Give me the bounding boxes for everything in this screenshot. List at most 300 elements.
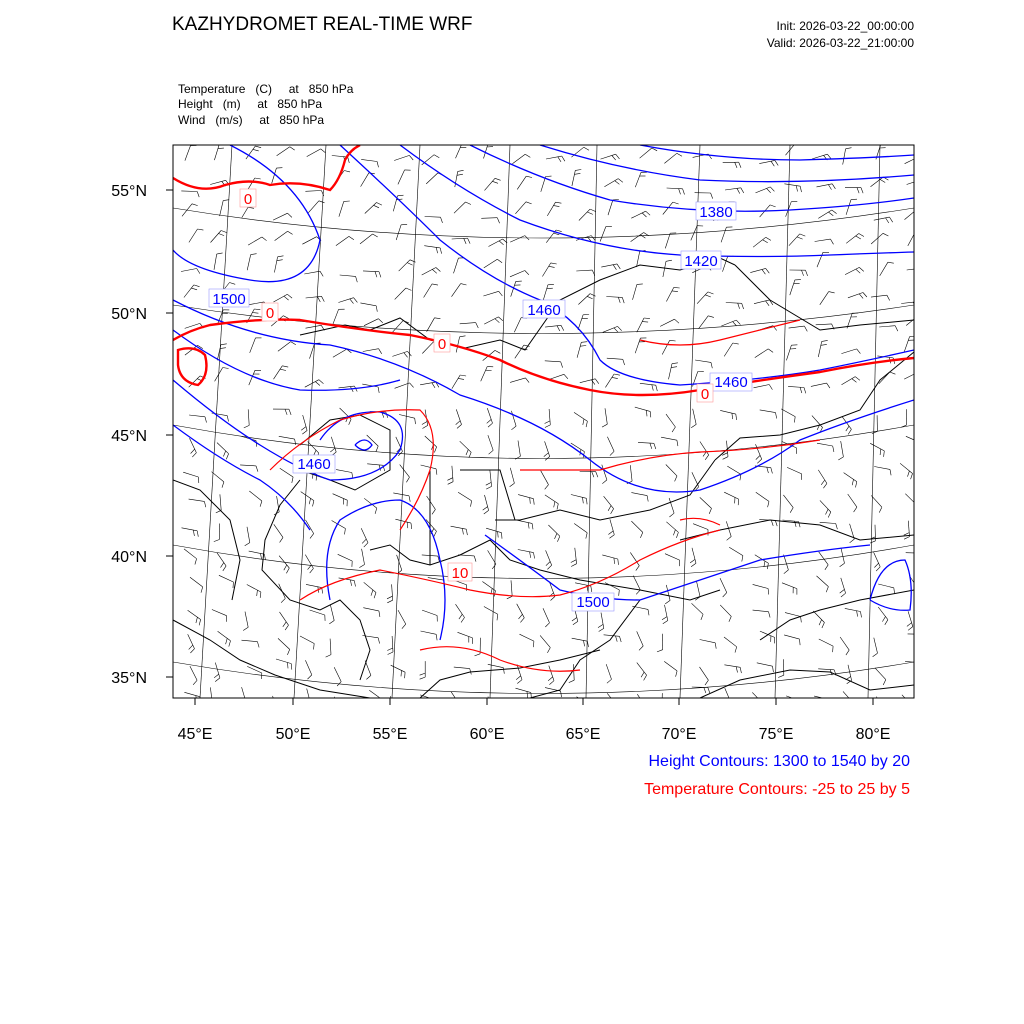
wind-barb-flag xyxy=(614,328,618,332)
wind-barb xyxy=(248,409,249,425)
wind-barb-flag xyxy=(841,593,846,597)
wind-barb xyxy=(637,631,644,646)
wind-barb-flag xyxy=(329,713,335,715)
wind-barb-flag xyxy=(859,234,864,237)
wind-barb-flag xyxy=(495,178,501,180)
wind-barb-flag xyxy=(769,612,771,618)
wind-barb xyxy=(607,693,617,706)
wind-barb-flag xyxy=(863,293,867,298)
wind-barb xyxy=(400,465,410,478)
wind-barb xyxy=(812,154,827,159)
wind-barb-flag xyxy=(677,153,682,156)
wind-barb-flag xyxy=(915,589,919,594)
wind-barb xyxy=(640,383,656,385)
wind-barb-flag xyxy=(673,202,679,204)
wind-barb-flag xyxy=(828,512,831,518)
wind-barb xyxy=(665,554,680,560)
wind-barb xyxy=(633,284,637,299)
wind-barb-flag xyxy=(432,509,435,514)
wind-barb-flag xyxy=(350,299,354,304)
wind-barb-flag xyxy=(221,231,227,233)
wind-barb xyxy=(540,635,550,647)
wind-barb xyxy=(364,582,376,592)
wind-barb xyxy=(818,210,832,218)
wind-barb xyxy=(697,292,708,304)
wind-barb xyxy=(333,309,339,324)
wind-barb xyxy=(392,321,403,333)
wind-barb xyxy=(334,667,341,681)
wind-barb-flag xyxy=(838,457,843,460)
wind-barb-flag xyxy=(908,627,913,631)
wind-barb-flag xyxy=(476,323,479,328)
wind-barb-flag xyxy=(461,284,467,285)
wind-barb-flag xyxy=(882,617,885,622)
wind-barb-flag xyxy=(458,378,464,379)
wind-barb-flag xyxy=(612,156,616,161)
wind-barb xyxy=(542,263,550,277)
wind-barb-flag xyxy=(610,451,614,455)
wind-barb xyxy=(247,585,261,593)
wind-barb-flag xyxy=(197,269,200,274)
wind-barb-flag xyxy=(732,413,733,419)
wind-barb-flag xyxy=(386,708,391,711)
wind-barb-flag xyxy=(672,363,678,364)
wind-barb-flag xyxy=(315,382,320,386)
wind-barb-flag xyxy=(887,295,890,300)
wind-barb-flag xyxy=(800,387,802,393)
wind-barb-flag xyxy=(586,421,587,427)
wind-barb-flag xyxy=(590,294,595,297)
wind-barb-flag xyxy=(828,185,831,190)
wind-barb xyxy=(190,666,197,680)
wind-barb xyxy=(363,349,379,352)
wind-barb xyxy=(753,237,766,247)
wind-barb-flag xyxy=(549,266,555,267)
wind-barb-flag xyxy=(636,566,640,571)
wind-barb-flag xyxy=(861,188,863,194)
wind-barb xyxy=(871,295,887,297)
wind-barb xyxy=(879,326,895,327)
wind-barb xyxy=(511,411,516,426)
wind-barb-flag xyxy=(530,552,531,558)
wind-barb-flag xyxy=(736,320,740,325)
wind-barb-flag xyxy=(806,270,808,276)
wind-barb-flag xyxy=(410,260,416,262)
wind-barb xyxy=(541,471,549,485)
init-time: Init: 2026-03-22_00:00:00 xyxy=(776,19,914,33)
wind-barb-flag xyxy=(292,477,293,483)
temperature-contour-label: 10 xyxy=(451,565,469,582)
wind-barb-flag xyxy=(831,239,834,244)
wind-barb-flag xyxy=(784,570,789,574)
wind-barb-flag xyxy=(219,234,225,236)
wind-barb-flag xyxy=(489,450,494,454)
wind-barb xyxy=(750,268,765,272)
wind-barb xyxy=(220,201,224,217)
wind-barb-flag xyxy=(848,429,851,434)
wind-barb-flag xyxy=(288,231,293,234)
wind-barb xyxy=(362,636,378,638)
wind-barb-flag xyxy=(822,340,828,341)
wind-barb xyxy=(301,492,314,501)
wind-barb xyxy=(572,170,575,186)
wind-barb-flag xyxy=(189,645,193,649)
wind-barb-flag xyxy=(545,623,549,627)
wind-barb-flag xyxy=(526,202,532,204)
wind-barb xyxy=(811,383,827,386)
wind-barb-flag xyxy=(432,284,438,285)
wind-barb xyxy=(182,204,192,217)
wind-barb xyxy=(360,234,373,244)
wind-barb xyxy=(188,610,201,619)
wind-barb xyxy=(308,201,319,213)
wind-barb xyxy=(819,552,829,565)
wind-barb xyxy=(818,669,834,670)
wind-barb xyxy=(518,495,533,499)
wind-barb-flag xyxy=(825,565,828,570)
wind-barb xyxy=(667,188,683,189)
wind-barb-flag xyxy=(795,521,797,527)
wind-barb-flag xyxy=(517,680,522,684)
wind-barb xyxy=(276,659,291,664)
wind-barb-flag xyxy=(436,634,437,640)
wind-barb xyxy=(820,522,836,523)
wind-barb xyxy=(339,386,355,388)
wind-barb-flag xyxy=(458,170,464,171)
wind-barb-flag xyxy=(741,188,744,193)
wind-barb-flag xyxy=(691,563,696,566)
wind-barb-flag xyxy=(804,388,806,394)
temperature-contour-label: 0 xyxy=(243,191,253,208)
wind-barb-flag xyxy=(483,507,488,511)
wind-barb-flag xyxy=(198,229,204,230)
wind-barb-flag xyxy=(894,588,895,594)
wind-barb xyxy=(879,372,890,384)
wind-barb-flag xyxy=(461,618,464,623)
wind-barb-flag xyxy=(591,586,592,592)
wind-barb xyxy=(607,437,614,452)
wind-barb-flag xyxy=(919,372,923,376)
wind-barb-flag xyxy=(322,296,325,301)
wind-barb xyxy=(427,318,435,332)
wind-barb xyxy=(280,612,289,625)
wind-barb-flag xyxy=(768,501,769,507)
wind-barb-flag xyxy=(373,234,378,237)
wind-barb-flag xyxy=(348,157,350,163)
wind-barb-flag xyxy=(614,558,615,564)
wind-barb xyxy=(280,468,293,477)
wind-barb-flag xyxy=(486,712,491,715)
wind-barb xyxy=(782,583,797,589)
wind-barb xyxy=(484,259,498,268)
wind-barb-flag xyxy=(836,524,838,530)
wind-barb-flag xyxy=(191,449,195,453)
wind-barb xyxy=(602,465,607,480)
wind-barb-flag xyxy=(350,580,351,586)
wind-barb-flag xyxy=(376,446,378,452)
wind-barb xyxy=(846,234,859,244)
wind-barb xyxy=(817,576,829,587)
wind-barb-flag xyxy=(826,509,829,514)
wind-barb-flag xyxy=(623,359,625,365)
wind-barb-flag xyxy=(378,387,379,393)
wind-barb-flag xyxy=(827,154,831,159)
lon-label: 75°E xyxy=(758,726,794,743)
wind-barb-flag xyxy=(794,417,795,423)
wind-barb xyxy=(451,692,460,705)
wind-barb xyxy=(361,173,369,187)
wind-barb-flag xyxy=(618,297,620,303)
wind-barb xyxy=(488,550,496,564)
wind-barb-flag xyxy=(822,623,825,629)
wind-barb-flag xyxy=(861,612,862,618)
wind-barb-flag xyxy=(705,680,708,685)
wind-barb-flag xyxy=(272,711,277,715)
wind-barb-flag xyxy=(735,647,737,653)
wind-barb-flag xyxy=(471,501,472,507)
wind-barb xyxy=(576,270,592,271)
wind-barb-flag xyxy=(402,624,406,629)
wind-barb xyxy=(247,255,251,271)
temperature-legend: Temperature Contours: -25 to 25 by 5 xyxy=(644,781,910,798)
wind-barb xyxy=(452,375,460,389)
wind-barb xyxy=(310,610,325,615)
wind-barb-flag xyxy=(670,340,676,341)
wind-barb-flag xyxy=(572,618,577,622)
wind-barb-flag xyxy=(727,537,732,541)
wind-barb-flag xyxy=(295,439,296,445)
wind-barb-flag xyxy=(291,664,292,670)
wind-barb-flag xyxy=(205,417,207,423)
wind-barb-flag xyxy=(644,233,649,236)
wind-barb-flag xyxy=(457,705,460,710)
wind-barb-flag xyxy=(857,349,861,354)
wind-barb-flag xyxy=(874,563,878,567)
wind-barb xyxy=(307,149,321,157)
wind-barb-flag xyxy=(859,267,864,271)
wind-barb-flag xyxy=(192,204,198,206)
wind-barb xyxy=(515,202,526,214)
wind-barb-flag xyxy=(637,284,643,285)
wind-barb-flag xyxy=(192,453,196,457)
wind-barb-flag xyxy=(484,510,489,514)
wind-barb-flag xyxy=(768,589,769,595)
wind-barb xyxy=(547,202,555,216)
wind-barb xyxy=(841,548,845,564)
wind-barb-flag xyxy=(614,374,620,375)
wind-barb-flag xyxy=(434,531,437,536)
wind-barb-flag xyxy=(288,663,289,669)
wind-barb xyxy=(189,499,205,501)
wind-barb xyxy=(871,495,882,507)
wind-barb-flag xyxy=(310,568,314,573)
wind-barb-flag xyxy=(457,425,462,429)
wind-barb xyxy=(573,664,574,680)
wind-barb xyxy=(700,497,712,508)
wind-barb-flag xyxy=(285,625,288,630)
wind-barb xyxy=(333,349,347,357)
wind-barb xyxy=(785,613,801,617)
wind-barb-flag xyxy=(646,410,647,416)
height-contour-label: 1460 xyxy=(714,374,748,391)
wind-barb-flag xyxy=(643,708,647,713)
wind-barb-flag xyxy=(851,703,854,708)
wind-barb-flag xyxy=(832,184,835,189)
wind-barb-flag xyxy=(766,237,771,240)
wind-barb-flag xyxy=(665,600,670,604)
wind-barb xyxy=(395,519,411,523)
wind-barb-flag xyxy=(854,507,857,512)
wind-barb xyxy=(543,285,548,300)
wind-barb-flag xyxy=(406,288,412,290)
wind-barb xyxy=(367,464,383,466)
wind-barb xyxy=(545,441,550,456)
wind-barb xyxy=(425,217,441,218)
wind-barb xyxy=(189,415,205,417)
wind-barb-flag xyxy=(562,156,565,161)
wind-barb xyxy=(488,664,504,667)
wind-barb-flag xyxy=(919,315,924,318)
wind-barb-flag xyxy=(257,642,259,648)
temperature-contour-label: 0 xyxy=(700,386,710,403)
wind-barb-flag xyxy=(915,374,920,378)
wind-barb xyxy=(247,666,262,673)
wind-barb-flag xyxy=(581,342,587,343)
wind-barb-flag xyxy=(910,707,913,712)
wind-barb-flag xyxy=(675,476,677,482)
wind-barb xyxy=(488,697,491,713)
wind-barb-flag xyxy=(441,217,443,223)
wind-barb-flag xyxy=(711,362,712,368)
wind-barb-flag xyxy=(770,205,776,207)
wind-barb xyxy=(250,338,256,353)
wind-barb-flag xyxy=(636,590,640,594)
wind-barb xyxy=(336,470,352,473)
wind-barb xyxy=(820,292,829,305)
wind-barb xyxy=(189,229,198,242)
wind-barb xyxy=(240,465,256,466)
wind-barb xyxy=(874,467,890,470)
wind-barb-flag xyxy=(201,587,203,593)
wind-barb-flag xyxy=(846,148,852,149)
wind-barb-flag xyxy=(376,306,377,312)
wind-barb xyxy=(571,495,587,499)
wind-barb xyxy=(367,435,379,446)
wind-barb xyxy=(218,631,231,641)
wind-barb xyxy=(420,382,436,385)
wind-barb-flag xyxy=(561,325,564,330)
wind-barb-flag xyxy=(571,564,576,567)
wind-barb xyxy=(813,611,824,623)
wind-barb xyxy=(760,410,776,413)
wind-barb xyxy=(781,409,795,417)
wind-barb-flag xyxy=(602,480,607,484)
wind-barb-flag xyxy=(548,677,553,681)
wind-barb-flag xyxy=(852,479,853,485)
temperature-contour-label: 0 xyxy=(265,305,275,322)
wind-barb xyxy=(841,578,846,593)
wind-barb-flag xyxy=(374,593,376,599)
wind-barb-flag xyxy=(243,627,248,630)
wind-barb-flag xyxy=(740,474,741,480)
wind-barb xyxy=(817,443,833,446)
wind-barb-flag xyxy=(319,201,325,203)
wind-barb xyxy=(548,525,559,536)
wind-barb-flag xyxy=(575,173,581,174)
wind-barb-flag xyxy=(349,419,351,425)
wind-barb xyxy=(190,577,203,587)
wind-barb xyxy=(456,409,461,424)
wind-barb xyxy=(605,374,614,387)
wind-barb xyxy=(610,519,614,534)
lon-label: 60°E xyxy=(469,726,505,743)
wind-barb xyxy=(512,154,525,164)
wind-barb-flag xyxy=(222,482,224,488)
wind-barb-flag xyxy=(510,483,515,487)
wind-barb xyxy=(516,688,531,692)
wind-barb-flag xyxy=(647,496,648,502)
wind-barb xyxy=(906,436,921,443)
wind-barb-flag xyxy=(569,680,574,682)
wind-barb xyxy=(483,291,498,296)
wind-barb-flag xyxy=(767,188,771,192)
wind-barb xyxy=(543,608,550,623)
wind-barb-flag xyxy=(359,565,364,568)
wind-barb-flag xyxy=(829,292,835,293)
wind-barb-flag xyxy=(886,218,889,223)
wind-barb-flag xyxy=(330,448,335,452)
wind-barb-flag xyxy=(908,704,911,710)
wind-barb-flag xyxy=(404,353,408,358)
wind-barb xyxy=(870,443,884,451)
wind-barb xyxy=(393,493,409,496)
wind-barb-flag xyxy=(277,260,283,261)
wind-barb-flag xyxy=(375,508,377,514)
wind-barb-flag xyxy=(575,170,581,171)
wind-barb-flag xyxy=(387,712,392,715)
wind-barb-flag xyxy=(557,504,558,510)
wind-barb-flag xyxy=(497,614,498,620)
wind-barb xyxy=(360,303,376,306)
wind-barb-flag xyxy=(503,668,504,674)
wind-barb-flag xyxy=(662,617,667,620)
wind-barb-flag xyxy=(498,317,503,321)
wind-barb xyxy=(789,234,800,246)
wind-barb xyxy=(720,410,736,414)
wind-barb xyxy=(518,441,520,457)
wind-barb xyxy=(572,638,588,641)
wind-barb xyxy=(726,303,742,304)
wind-barb-flag xyxy=(379,272,381,278)
wind-barb xyxy=(630,465,632,481)
wind-barb xyxy=(339,201,344,216)
wind-barb-flag xyxy=(497,259,502,263)
wind-barb xyxy=(878,607,888,620)
wind-barb xyxy=(783,495,793,508)
wind-barb-flag xyxy=(584,147,589,150)
lon-label: 65°E xyxy=(565,726,601,743)
wind-barb-flag xyxy=(226,638,228,644)
lat-label: 45°N xyxy=(111,428,147,445)
wind-barb-flag xyxy=(833,446,834,452)
wind-barb-flag xyxy=(611,509,614,514)
wind-barb-flag xyxy=(669,513,674,517)
wind-barb-flag xyxy=(612,703,615,708)
wind-barb xyxy=(908,521,909,537)
wind-barb xyxy=(664,153,676,163)
wind-barb xyxy=(905,661,921,662)
wind-barb-flag xyxy=(448,482,453,485)
